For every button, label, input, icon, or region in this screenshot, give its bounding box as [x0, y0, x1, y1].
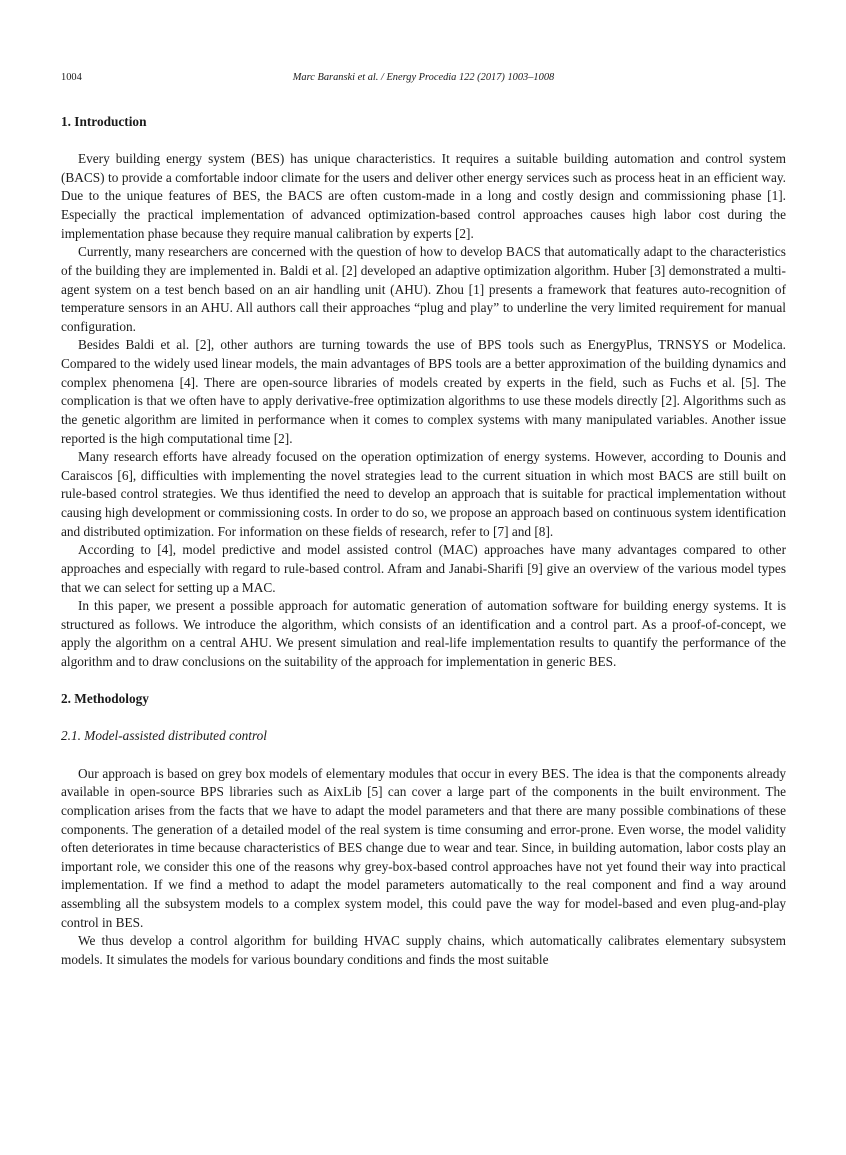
running-title: Marc Baranski et al. / Energy Procedia 122 (2017) 1003–1008 — [292, 72, 555, 83]
subsection-heading: 2.1. Model-assisted distributed control — [61, 728, 267, 744]
body-paragraph: Our approach is based on grey box models of elementary modules that occur in every BES. The idea is that the components already available in open-source BPS libraries such as AixLib [5] can cover a large part of the components in the built environment. The complication arises from the facts that we have to adapt the model parameters and that there are many possible combinations of these components. The generation of a detailed model of the real system is time consuming and error-prone. Even worse, the model validity often deteriorates in time because characteristics of BES change due to wear and tear. Since, in building automation, labor costs play an important role, we consider this one of the reasons why grey-box-based control approaches have not yet found their way into practical implementation. If we find a method to adapt the model parameters automatically to the real component and find a way around assembling all the subsystem models to a complex system model, this could pave the way for model-based and even plug-and-play control in BES. — [61, 765, 786, 930]
article-body — [61, 113, 786, 970]
section-heading-methodology: 2. Methodology — [61, 691, 149, 707]
section-heading-introduction: 1. Introduction — [61, 114, 147, 129]
body-paragraph: In this paper, we present a possible approach for automatic generation of automation software for building energy systems. It is structured as follows. We introduce the algorithm, which consists of an identification and a control part. As a proof-of-concept, we apply the algorithm on a central AHU. We present simulation and real-life implementation results to quantify the performance of the algorithm and to draw conclusions on the suitability of the approach for implementation in generic BES. — [61, 598, 786, 670]
body-paragraph: Currently, many researchers are concerned with the question of how to develop BACS that automatically adapt to the characteristics of the building they are implemented in. Baldi et al. [2] developed an adaptive optimization algorithm. Huber [3] demonstrated a multi-agent system on a test bench based on an air handling unit (AHU). Zhou [1] presents a framework that features auto-recognition of temperature sensors in an AHU. All authors call their approaches “plug and play” to underline the very limited requirement for manual configuration. — [61, 244, 786, 334]
page-number: 1004 — [61, 72, 82, 83]
body-paragraph: We thus develop a control algorithm for building HVAC supply chains, which automatically calibrates elementary subsystem models. It simulates the models for various boundary conditions and finds the most suitable — [61, 933, 786, 967]
section-spacer — [61, 672, 786, 691]
body-paragraph: Besides Baldi et al. [2], other authors are turning towards the use of BPS tools such as EnergyPlus, TRNSYS or Modelica. Compared to the widely used linear models, the main advantages of BPS tools are a better approximation of the building dynamics and complex phenomena [4]. There are open-source libraries of models created by experts in the field, such as Fuchs et al. [5]. The complication is that we often have to apply derivative-free optimization algorithms to use these models directly [2]. Algorithms such as the genetic algorithm are limited in performance when it comes to complex systems with many manipulated variables. Another issue reported is the high computational time [2]. — [61, 337, 786, 446]
body-paragraph: Many research efforts have already focused on the operation optimization of energy systems. However, according to Dounis and Caraiscos [6], difficulties with implementing the novel strategies lead to the current situation in which most BACS are still built on rule-based control strategies. We thus identified the need to develop an approach that is suitable for practical implementation without causing high development or commissioning costs. In order to do so, we propose an approach based on continuous system identification and distributed optimization. For information on these fields of research, refer to [7] and [8]. — [61, 449, 786, 539]
running-head — [61, 70, 786, 86]
body-paragraph: Every building energy system (BES) has unique characteristics. It requires a suitable building automation and control system (BACS) to provide a comfortable indoor climate for the users and deliver other energy services such as process heat in an efficient way. Due to the unique features of BES, the BACS are often custom-made in a long and costly design and commissioning phase [1]. Especially the practical implementation of advanced optimization-based control approaches causes high labor cost during the implementation phase because they require manual calibration by experts [2]. — [61, 151, 786, 241]
body-paragraph: According to [4], model predictive and model assisted control (MAC) approaches have many advantages compared to other approaches and especially with regard to rule-based control. Afram and Janabi-Sharifi [9] give an overview of the various model types that we can select for setting up a MAC. — [61, 542, 786, 595]
